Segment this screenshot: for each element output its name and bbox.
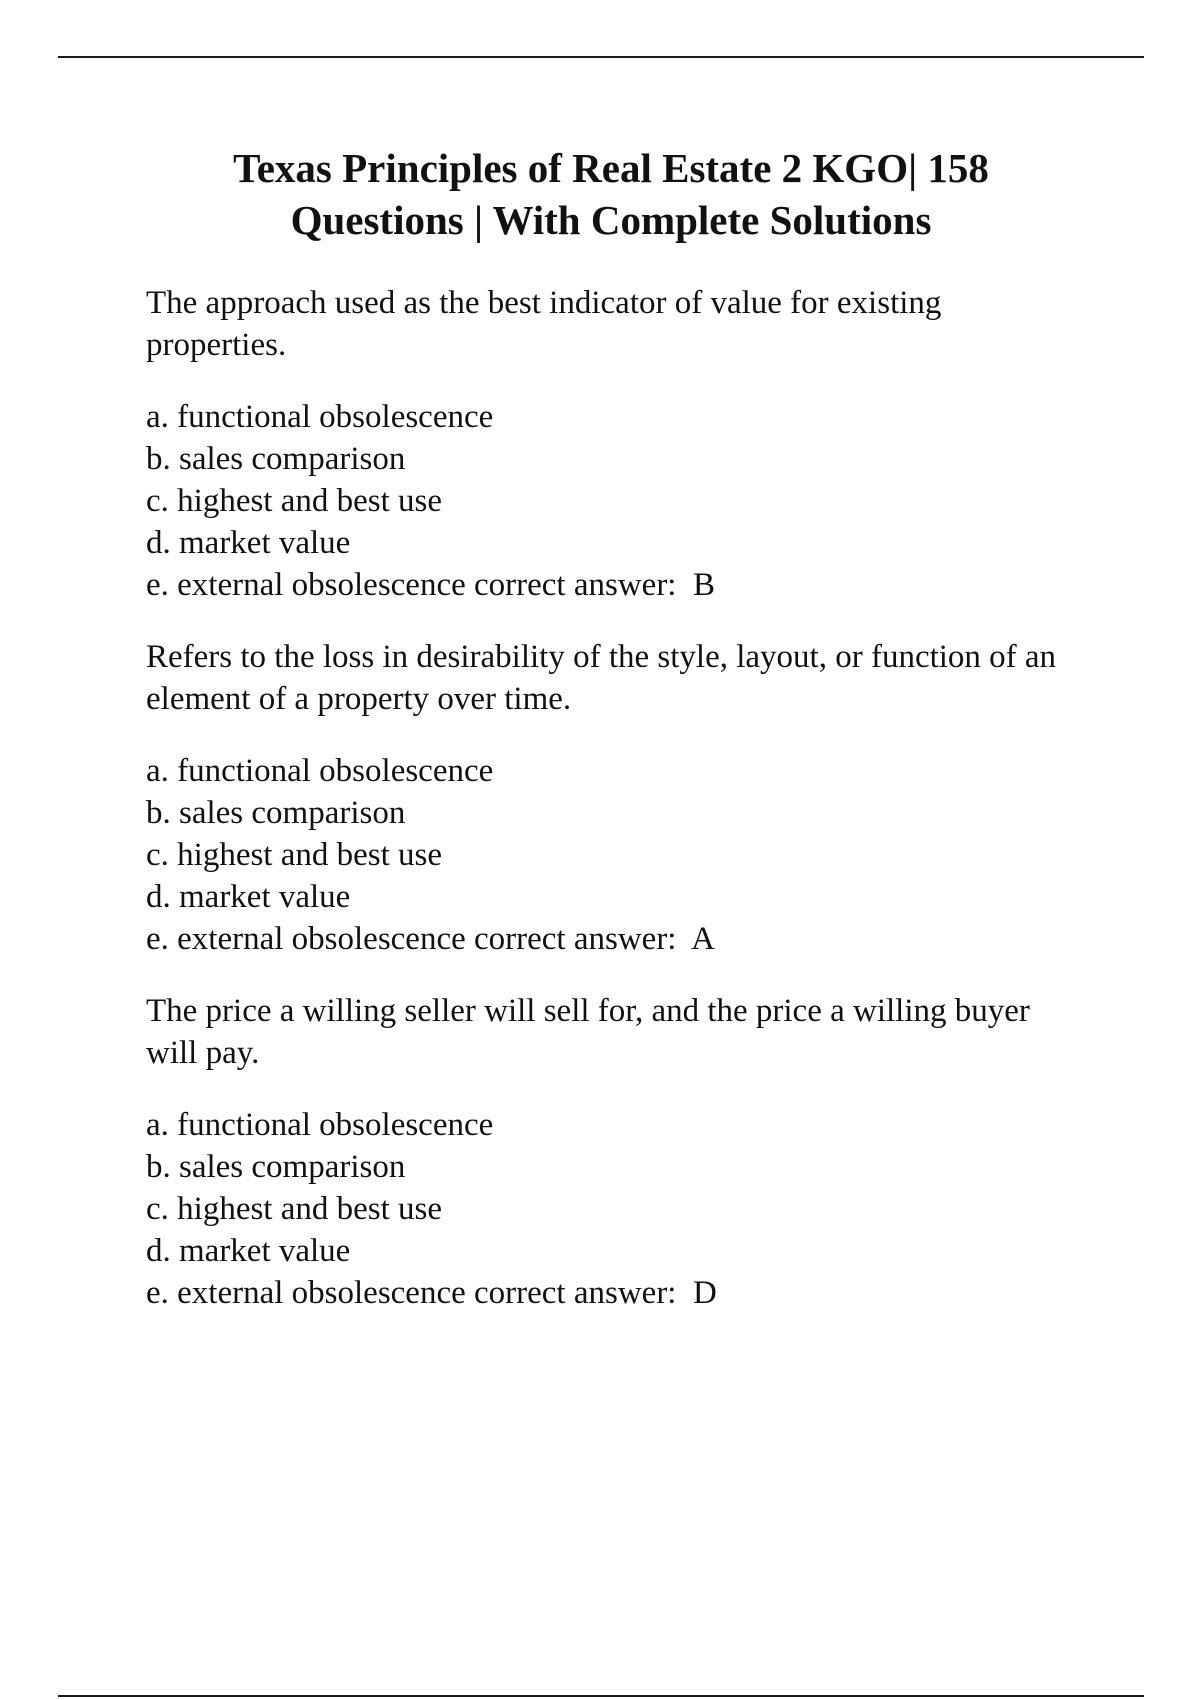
option-list	[146, 396, 1076, 606]
answer-value: D	[692, 1275, 717, 1311]
answer-prefix: correct answer:	[474, 921, 677, 957]
answer-prefix: correct answer:	[474, 567, 677, 603]
option-c: c. highest and best use	[146, 483, 443, 519]
title-line-2: Questions | With Complete Solutions	[290, 197, 932, 243]
option-list	[146, 750, 1076, 960]
answer-prefix: correct answer:	[474, 1275, 677, 1311]
option-e-with-answer	[146, 564, 1076, 606]
question-text: Refers to the loss in desirability of the style, layout, or function of an element of a property over time.	[146, 639, 1057, 717]
option-list	[146, 1104, 1076, 1314]
answer-value: A	[691, 921, 716, 957]
question-text: The price a willing seller will sell for, and the price a willing buyer will pay.	[146, 993, 1030, 1071]
option-a: a. functional obsolescence	[146, 753, 494, 789]
option-d: d. market value	[146, 879, 351, 915]
question-3	[146, 990, 1076, 1314]
question-text: The approach used as the best indicator of value for existing properties.	[146, 285, 942, 363]
option-a: a. functional obsolescence	[146, 1107, 494, 1143]
option-d: d. market value	[146, 1233, 351, 1269]
top-divider	[58, 56, 1144, 58]
question-1	[146, 282, 1076, 606]
bottom-divider	[58, 1695, 1144, 1697]
option-e-with-answer	[146, 1272, 1076, 1314]
option-e-with-answer	[146, 918, 1076, 960]
option-c: c. highest and best use	[146, 1191, 443, 1227]
question-2	[146, 636, 1076, 960]
option-c: c. highest and best use	[146, 837, 443, 873]
answer-value: B	[692, 567, 715, 603]
option-b: b. sales comparison	[146, 1149, 406, 1185]
option-e: e. external obsolescence	[146, 567, 466, 603]
document-title	[146, 142, 1076, 246]
option-d: d. market value	[146, 525, 351, 561]
option-e: e. external obsolescence	[146, 921, 466, 957]
document-page	[146, 142, 1076, 1344]
option-e: e. external obsolescence	[146, 1275, 466, 1311]
option-a: a. functional obsolescence	[146, 399, 494, 435]
option-b: b. sales comparison	[146, 795, 406, 831]
title-line-1: Texas Principles of Real Estate 2 KGO| 158	[233, 145, 989, 191]
option-b: b. sales comparison	[146, 441, 406, 477]
